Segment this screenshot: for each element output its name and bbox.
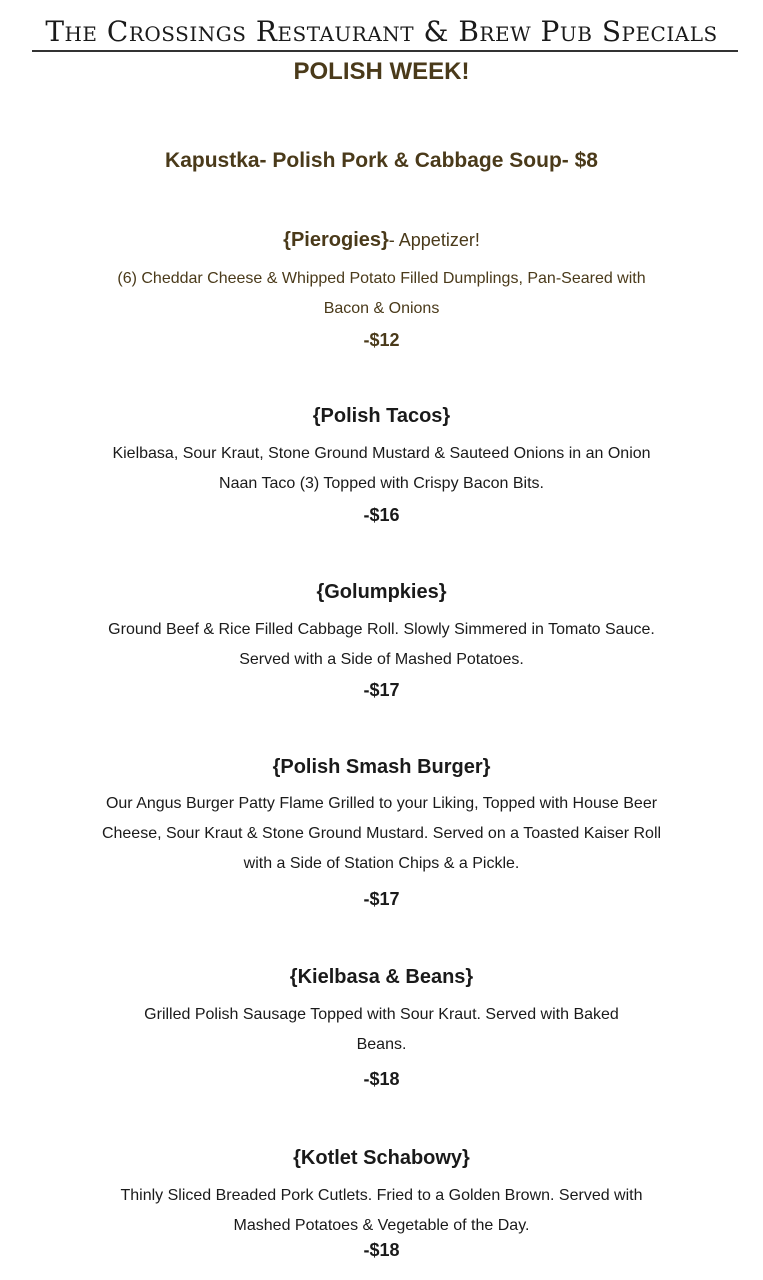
item-name: {Pierogies}	[283, 229, 389, 251]
description-line: Served with a Side of Mashed Potatoes.	[239, 651, 524, 668]
menu-item-golumpkies-description	[0, 615, 763, 675]
menu-item-pierogies-name	[0, 229, 763, 252]
description-line: (6) Cheddar Cheese & Whipped Potato Filled Dumplings, Pan-Seared with	[117, 270, 646, 287]
description-line: Cheese, Sour Kraut & Stone Ground Mustard. Served on a Toasted Kaiser Roll	[101, 825, 662, 842]
description-line: Grilled Polish Sausage Topped with Sour Kraut. Served with Baked	[144, 1006, 619, 1023]
description-line: Bacon & Onions	[323, 300, 440, 317]
description-line: Mashed Potatoes & Vegetable of the Day.	[233, 1217, 530, 1234]
description-line: Naan Taco (3) Topped with Crispy Bacon Bits.	[219, 475, 544, 492]
description-line: Our Angus Burger Patty Flame Grilled to your Liking, Topped with House Beer	[105, 795, 658, 812]
soup-special: Kapustka- Polish Pork & Cabbage Soup- $8	[165, 149, 598, 172]
menu-item-smash-burger-price: -$17	[363, 889, 400, 909]
description-line: Kielbasa, Sour Kraut, Stone Ground Mustard & Sauteed Onions in an Onion	[112, 445, 651, 462]
menu-item-golumpkies-name: {Golumpkies}	[316, 581, 447, 603]
polish-week-heading: POLISH WEEK!	[293, 58, 470, 85]
menu-item-kotlet-schabowy-name: {Kotlet Schabowy}	[293, 1147, 470, 1169]
description-line: with a Side of Station Chips & a Pickle.	[243, 855, 520, 872]
description-line: Beans.	[356, 1036, 407, 1053]
menu-item-kotlet-schabowy-price: -$18	[363, 1240, 400, 1260]
description-line: Ground Beef & Rice Filled Cabbage Roll. Slowly Simmered in Tomato Sauce.	[108, 621, 655, 638]
menu-item-pierogies-price: -$12	[363, 330, 400, 350]
menu-item-pierogies-description	[0, 264, 763, 324]
menu-item-smash-burger-description	[0, 789, 763, 879]
menu-item-polish-tacos-price: -$16	[363, 505, 400, 525]
menu-item-kielbasa-beans-name: {Kielbasa & Beans}	[289, 966, 474, 988]
menu-item-polish-tacos-description	[0, 439, 763, 499]
description-line: Thinly Sliced Breaded Pork Cutlets. Fried to a Golden Brown. Served with	[120, 1187, 643, 1204]
menu-item-kotlet-schabowy-description	[0, 1181, 763, 1241]
menu-item-golumpkies-price: -$17	[363, 680, 400, 700]
menu-item-kielbasa-beans-price: -$18	[363, 1069, 400, 1089]
restaurant-title: The Crossings Restaurant & Brew Pub Specials	[45, 15, 718, 48]
menu-item-kielbasa-beans-description	[0, 1000, 763, 1060]
appetizer-tag: - Appetizer!	[388, 230, 480, 250]
menu-item-polish-tacos-name: {Polish Tacos}	[312, 405, 451, 427]
menu-item-smash-burger-name: {Polish Smash Burger}	[272, 756, 491, 778]
title-underline	[32, 50, 738, 52]
